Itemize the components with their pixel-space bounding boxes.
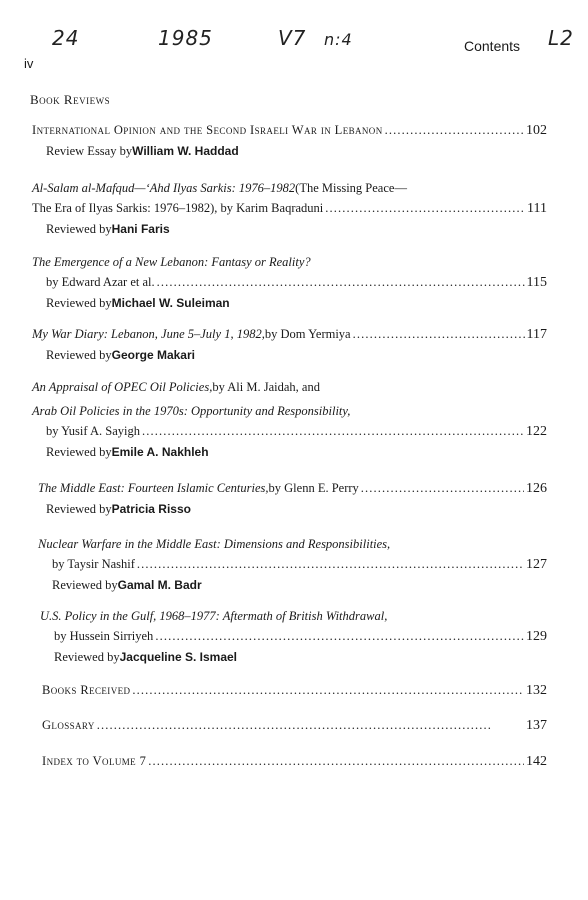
leader-dots: [97, 715, 524, 735]
leader-dots: [361, 478, 524, 498]
toc-line: [32, 478, 547, 499]
entry-text: by Dom Yermiya: [264, 327, 351, 341]
entry-title: The Middle East: Fourteen Islamic Centuries,: [38, 481, 269, 495]
running-head: Contents: [464, 38, 521, 54]
reviewer-name: George Makari: [111, 348, 195, 362]
toc-line: [42, 751, 547, 772]
toc-entry: [32, 478, 547, 519]
toc-line: [32, 324, 547, 345]
entry-title: My War Diary: Lebanon, June 5–July 1, 1982,: [32, 327, 265, 341]
back-matter-entry: [42, 680, 547, 701]
toc-line: [32, 272, 547, 293]
toc-line: [32, 421, 547, 442]
entry-title: Arab Oil Policies in the 1970s: Opportunity and Responsibility,: [32, 404, 351, 418]
reviewer-line: [38, 575, 547, 595]
reviewer-prefix: Reviewed by: [46, 502, 112, 516]
handwritten-note-2: 1985: [158, 26, 213, 50]
reviewer-prefix: Reviewed by: [46, 445, 112, 459]
entry-page: 115: [526, 275, 547, 290]
reviewer-line: [32, 442, 547, 462]
toc-entry: [32, 120, 547, 161]
toc-entry: [32, 252, 547, 313]
entry-title: U.S. Policy in the Gulf, 1968–1977: Aftermath of British Withdrawal,: [40, 609, 388, 623]
reviewer-line: [32, 293, 547, 313]
entry-page: 102: [526, 123, 547, 138]
entry-title: Nuclear Warfare in the Middle East: Dimensions and Responsibilities,: [38, 537, 391, 551]
entry-title: The Emergence of a New Lebanon: Fantasy or Reality?: [32, 255, 311, 269]
reviewer-prefix: Reviewed by: [46, 222, 112, 236]
toc-entry: [38, 534, 547, 595]
reviewer-name: Michael W. Suleiman: [111, 296, 230, 310]
reviewer-name: Patricia Risso: [111, 502, 191, 516]
toc-line: [38, 554, 547, 575]
handwritten-note-3: V7: [278, 26, 307, 50]
handwritten-note-5: L2: [548, 26, 574, 50]
leader-dots: [142, 421, 524, 441]
leader-dots: [137, 554, 524, 574]
section-title: Book Reviews: [30, 92, 111, 107]
entry-text: by Hussein Sirriyeh: [54, 629, 154, 643]
entry-page: 129: [526, 629, 547, 644]
back-matter-page: 137: [526, 718, 547, 733]
back-matter-label: Glossary: [42, 718, 95, 732]
entry-text: by Ali M. Jaidah, and: [212, 380, 320, 394]
reviewer-prefix: Reviewed by: [46, 296, 112, 310]
back-matter-page: 142: [526, 754, 547, 769]
entry-title: An Appraisal of OPEC Oil Policies,: [32, 380, 213, 394]
back-matter-label: Index to Volume 7: [42, 754, 147, 768]
toc-line: [32, 377, 547, 397]
entry-title: Al-Salam al-Mafqud—‘Ahd Ilyas Sarkis: 1976–1982: [32, 181, 296, 195]
toc-line: [40, 626, 547, 647]
back-matter-label: Books Received: [42, 683, 131, 697]
reviewer-name: Jacqueline S. Ismael: [119, 650, 238, 664]
toc-entry: [32, 377, 547, 462]
reviewer-line: [32, 141, 547, 161]
entry-text: by Taysir Nashif: [52, 557, 135, 571]
reviewer-name: Gamal M. Badr: [117, 578, 202, 592]
reviewer-prefix: Review Essay by: [46, 144, 133, 158]
page-number: iv: [24, 56, 34, 71]
entry-text: (The Missing Peace—: [295, 181, 407, 195]
reviewer-line: [32, 219, 547, 239]
reviewer-line: [32, 499, 547, 519]
entry-page: 126: [526, 481, 547, 496]
toc-line: [32, 401, 547, 421]
entry-text: by Yusif A. Sayigh: [46, 424, 140, 438]
toc-line: [32, 252, 547, 272]
leader-dots: [385, 120, 524, 140]
toc-entry: [40, 606, 547, 667]
leader-dots: [157, 272, 525, 292]
toc-entry: [32, 178, 547, 239]
reviewer-prefix: Reviewed by: [52, 578, 118, 592]
leader-dots: [155, 626, 524, 646]
toc-line: [32, 198, 547, 219]
leader-dots: [353, 324, 525, 344]
toc-line: [42, 715, 547, 736]
entry-text: by Glenn E. Perry: [268, 481, 359, 495]
toc-line: [40, 606, 547, 626]
entry-page: 122: [526, 424, 547, 439]
reviewer-prefix: Reviewed by: [54, 650, 120, 664]
toc-line: [38, 534, 547, 554]
reviewer-name: William W. Haddad: [132, 144, 239, 158]
back-matter-entry: [42, 751, 547, 772]
toc-entry: [32, 324, 547, 365]
entry-text: by Edward Azar et al.: [46, 275, 155, 289]
entry-page: 117: [526, 327, 547, 342]
reviewer-name: Hani Faris: [111, 222, 170, 236]
handwritten-note-1: 24: [52, 26, 80, 50]
entry-page: 127: [526, 557, 547, 572]
toc-line: [42, 680, 547, 701]
back-matter-entry: [42, 715, 547, 736]
reviewer-name: Emile A. Nakhleh: [111, 445, 209, 459]
leader-dots: [148, 751, 524, 771]
leader-dots: [325, 198, 525, 218]
leader-dots: [132, 680, 524, 700]
toc-line: [32, 178, 547, 198]
reviewer-line: [32, 345, 547, 365]
handwritten-note-4: n:4: [324, 30, 353, 49]
reviewer-line: [40, 647, 547, 667]
entry-page: 111: [527, 201, 547, 216]
entry-title: International Opinion and the Second Israeli War in Lebanon: [32, 123, 383, 137]
entry-text: The Era of Ilyas Sarkis: 1976–1982), by Karim Baqraduni: [32, 201, 324, 215]
back-matter-page: 132: [526, 683, 547, 698]
toc-line: [32, 120, 547, 141]
reviewer-prefix: Reviewed by: [46, 348, 112, 362]
